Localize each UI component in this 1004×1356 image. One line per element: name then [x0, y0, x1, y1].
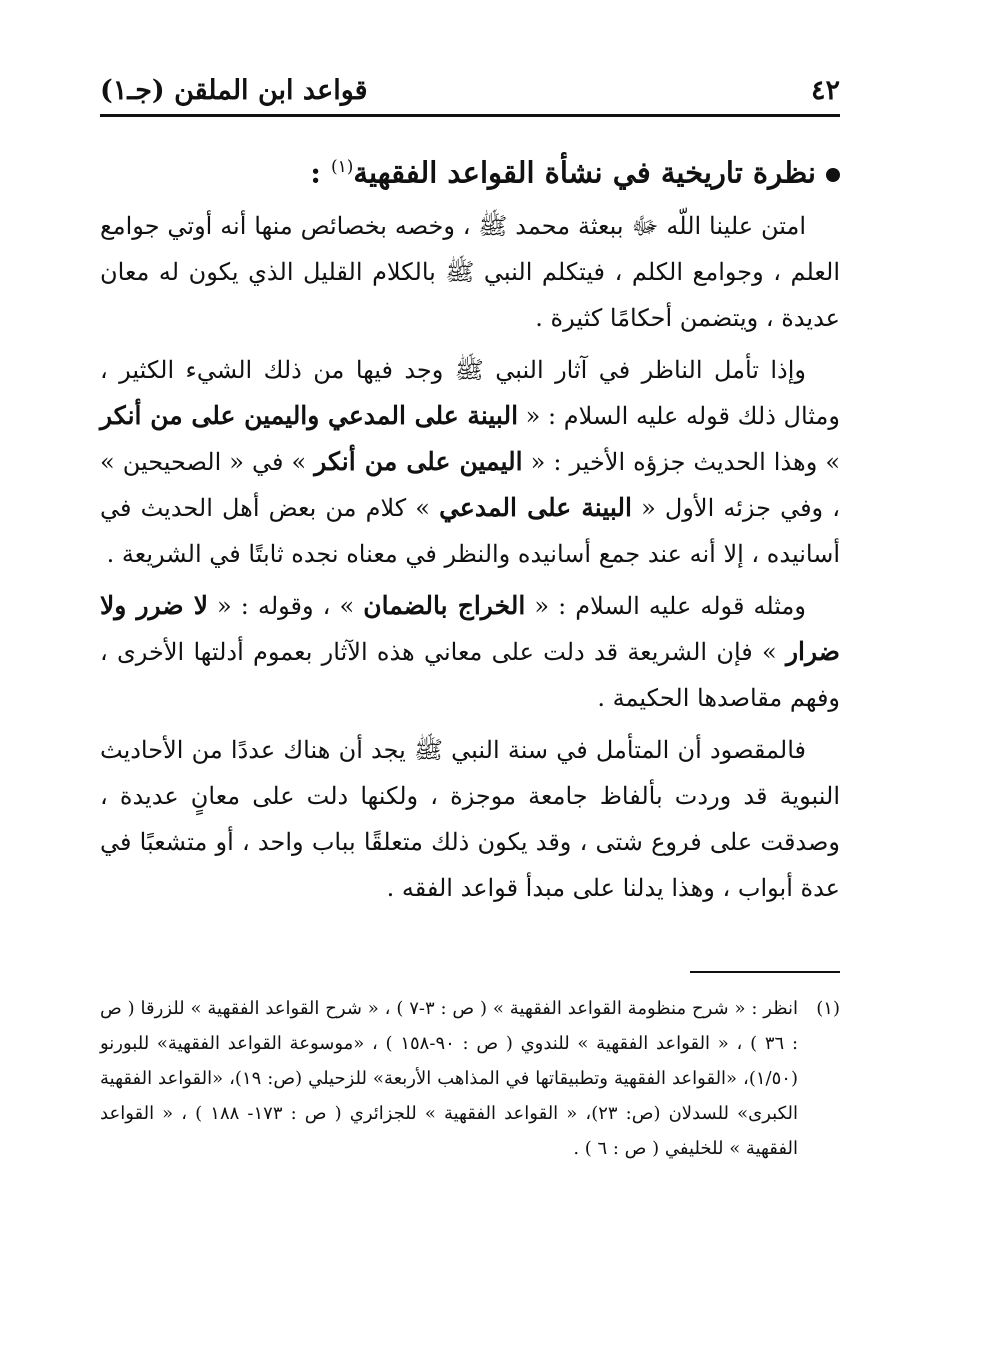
hadith-kharaj: الخراج بالضمان — [363, 590, 526, 620]
header-rule — [100, 114, 840, 117]
hadith-yamin: اليمين على من أنكر — [314, 446, 523, 476]
section-heading-text: نظرة تاريخية في نشأة القواعد الفقهية — [353, 155, 816, 190]
footnote-number: (١) — [816, 997, 840, 1019]
paragraph-2-text-2: » وهذا الحديث جزؤه الأخير : « — [522, 447, 841, 476]
hadith-darar: لا ضرر ولا ضرار — [100, 590, 840, 666]
running-header — [100, 60, 840, 106]
footnote — [100, 991, 840, 1166]
footnote-rule — [690, 971, 840, 973]
page-number: ٤٢ — [810, 75, 840, 106]
hadith-bayyina: البينة على المدعي واليمين على من أنكر — [100, 400, 519, 430]
paragraph-3 — [100, 583, 840, 721]
footnote-text: انظر : « شرح منظومة القواعد الفقهية » ( ص : ٣-٧ ) ، « شرح القواعد الفقهية » للزرقا ( ص : ٣٦ ) ، « القواعد الفقهية » للندوي ( ص : ٩٠-١٥٨ ) ، «موسوعة القواعد الفقهية» للبورنو (١/٥٠)، «القواعد الفقهية وتطبيقاتها في المذاهب الأربعة» للزحيلي (ص: ١٩)، «القواعد الفقهية الكبرى» للسدلان (ص: ٢٣)، « القواعد الفقهية » للجزائري ( ص : ١٧٣- ١٨٨ ) ، « القواعد الفقهية » للخليفي ( ص : ٦ ) . — [100, 997, 799, 1159]
paragraph-3-text-1: ومثله قوله عليه السلام : « — [525, 591, 806, 620]
paragraph-2-text-1: وإذا تأمل الناظر في آثار النبي ﷺ وجد فيها من ذلك الشيء الكثير ، ومثال ذلك قوله عليه السلام : « — [100, 355, 840, 430]
footnote-reference: (١) — [331, 157, 354, 177]
paragraph-2-text-3: » في « الصحيحين » ، وفي جزئه الأول « — [100, 447, 840, 522]
paragraph-4: فالمقصود أن المتأمل في سنة النبي ﷺ يجد أن هناك عددًا من الأحاديث النبوية قد وردت بألفاظ جامعة موجزة ، ولكنها دلت على معانٍ عديدة ، وصدقت على فروع شتى ، وقد يكون ذلك متعلقًا بباب واحد ، أو متشعبًا في عدة أبواب ، وهذا يدلنا على مبدأ قواعد الفقه . — [100, 735, 840, 902]
paragraph-3-text-3: » فإن الشريعة قد دلت على معاني هذه الآثار بعموم أدلتها الأخرى ، وفهم مقاصدها الحكيمة . — [100, 637, 840, 712]
book-page — [100, 60, 840, 1300]
hadith-bayyina-short: البينة على المدعي — [439, 492, 632, 522]
bullet-icon — [826, 168, 840, 182]
section-heading — [100, 143, 840, 197]
paragraph-2-text-4: » كلام من بعض أهل الحديث في أسانيده ، إلا أنه عند جمع أسانيده والنظر في معناه نجده ثابتًا في الشريعة . — [100, 493, 840, 568]
paragraph-1: امتن علينا اللّه ﷻ ببعثة محمد ﷺ ، وخصه بخصائص منها أنه أوتي جوامع العلم ، وجوامع الكلم ، فيتكلم النبي ﷺ بالكلام القليل الذي يكون له معان عديدة ، ويتضمن أحكامًا كثيرة . — [100, 211, 840, 332]
paragraph-2 — [100, 347, 840, 577]
heading-colon: : — [310, 155, 331, 190]
book-title: قواعد ابن الملقن (جـ١) — [100, 75, 368, 106]
paragraph-3-text-2: » ، وقوله : « — [207, 591, 364, 620]
